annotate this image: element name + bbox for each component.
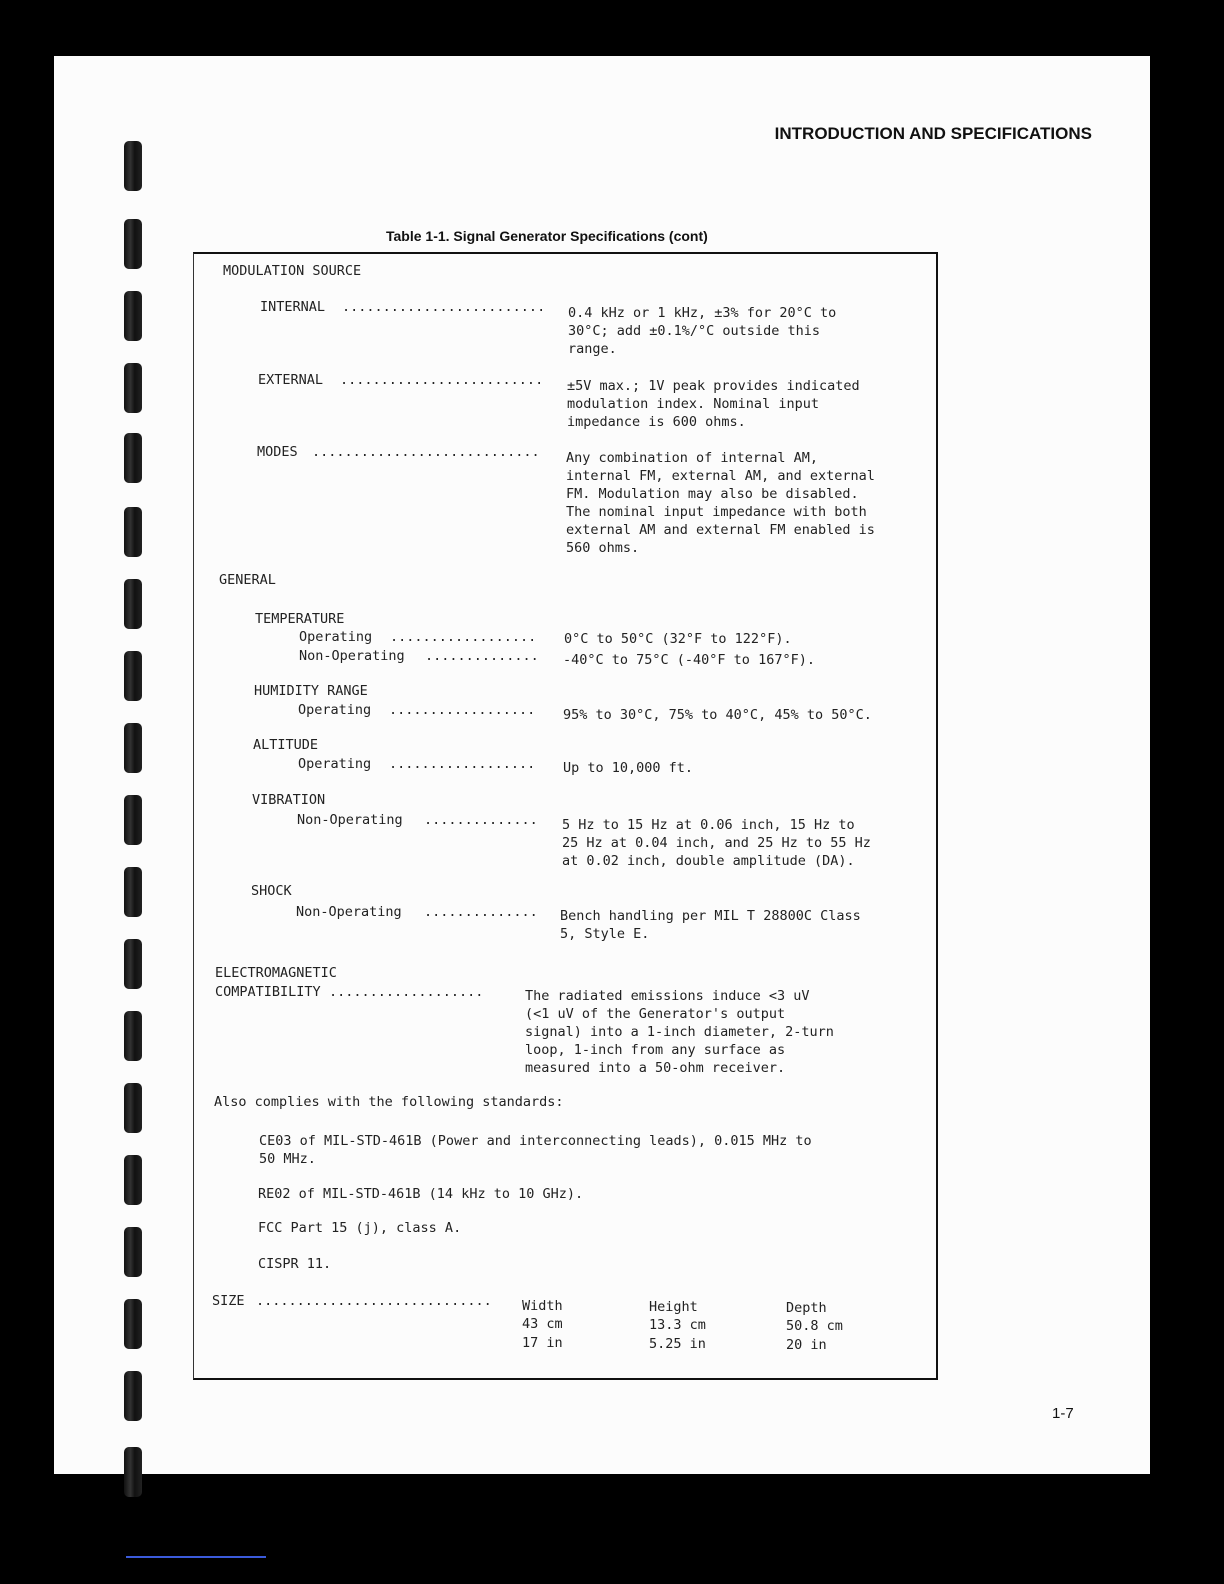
spec-sublabel-operating: Operating bbox=[299, 629, 373, 645]
section-title-emc-line2: COMPATIBILITY bbox=[215, 984, 321, 1000]
spec-value-temp-operating: 0°C to 50°C (32°F to 122°F). bbox=[564, 631, 792, 647]
spec-label-humidity: HUMIDITY RANGE bbox=[254, 683, 368, 699]
spec-value-internal: 0.4 kHz or 1 kHz, ±3% for 20°C to 30°C; add ±0.1%/°C outside this range. bbox=[568, 305, 837, 357]
dot-leader: ............................. bbox=[256, 1293, 492, 1309]
spec-sublabel-non-operating: Non-Operating bbox=[297, 812, 403, 828]
size-width-label: Width bbox=[522, 1298, 563, 1314]
spec-label-temperature: TEMPERATURE bbox=[255, 611, 345, 627]
spec-label-vibration: VIBRATION bbox=[252, 792, 326, 808]
size-depth-label: Depth bbox=[786, 1300, 827, 1316]
dot-leader: ................... bbox=[329, 984, 484, 1000]
page-number: 1-7 bbox=[1052, 1405, 1074, 1422]
dot-leader: ......................... bbox=[342, 299, 546, 315]
standard-item: CISPR 11. bbox=[258, 1256, 332, 1272]
standard-item: FCC Part 15 (j), class A. bbox=[258, 1220, 462, 1236]
dot-leader: .................. bbox=[389, 702, 536, 718]
page-header: INTRODUCTION AND SPECIFICATIONS bbox=[774, 124, 1092, 143]
spec-value-shock: Bench handling per MIL T 28800C Class 5, Style E. bbox=[560, 908, 861, 942]
spec-sublabel-non-operating: Non-Operating bbox=[296, 904, 402, 920]
spec-value-modes: Any combination of internal AM, internal FM, external AM, and external FM. Modulation may also be disabled. The nominal input impedance with both external AM and external FM enabled is 560 ohms. bbox=[566, 450, 875, 556]
dot-leader: .............. bbox=[424, 904, 538, 920]
standard-item: RE02 of MIL-STD-461B (14 kHz to 10 GHz). bbox=[258, 1186, 584, 1202]
spec-sublabel-operating: Operating bbox=[298, 756, 372, 772]
spec-value-humidity-operating: 95% to 30°C, 75% to 40°C, 45% to 50°C. bbox=[563, 707, 872, 723]
size-height-in: 5.25 in bbox=[649, 1336, 706, 1352]
scan-artifact-line bbox=[126, 1556, 266, 1558]
section-title-modulation-source: MODULATION SOURCE bbox=[223, 263, 362, 279]
size-width-in: 17 in bbox=[522, 1335, 563, 1351]
spec-value-emc: The radiated emissions induce <3 uV (<1 uV of the Generator's output signal) into a 1-inch diameter, 2-turn loop, 1-inch from any surface as measured into a 50-ohm receiver. bbox=[525, 988, 834, 1076]
spec-value-external: ±5V max.; 1V peak provides indicated modulation index. Nominal input impedance is 600 ohms. bbox=[567, 378, 860, 430]
spec-value-temp-non-operating: -40°C to 75°C (-40°F to 167°F). bbox=[563, 652, 815, 668]
dot-leader: ......................... bbox=[340, 372, 544, 388]
binder-rings bbox=[124, 141, 146, 1501]
dot-leader: ............................ bbox=[312, 444, 540, 460]
spec-sublabel-operating: Operating bbox=[298, 702, 372, 718]
dot-leader: .............. bbox=[424, 812, 538, 828]
size-height-cm: 13.3 cm bbox=[649, 1317, 706, 1333]
dot-leader: .................. bbox=[390, 629, 537, 645]
size-depth-cm: 50.8 cm bbox=[786, 1318, 843, 1334]
spec-sublabel-non-operating: Non-Operating bbox=[299, 648, 405, 664]
spec-label-altitude: ALTITUDE bbox=[253, 737, 319, 753]
standard-item: CE03 of MIL-STD-461B (Power and interconnecting leads), 0.015 MHz to 50 MHz. bbox=[259, 1133, 812, 1167]
size-height-label: Height bbox=[649, 1299, 698, 1315]
section-title-size: SIZE bbox=[212, 1293, 245, 1309]
standards-intro: Also complies with the following standards: bbox=[214, 1094, 564, 1110]
size-depth-in: 20 in bbox=[786, 1337, 827, 1353]
table-caption: Table 1-1. Signal Generator Specifications (cont) bbox=[386, 228, 708, 244]
section-title-emc: ELECTROMAGNETIC bbox=[215, 965, 337, 981]
dot-leader: .................. bbox=[389, 756, 536, 772]
spec-label-modes: MODES bbox=[257, 444, 298, 460]
size-width-cm: 43 cm bbox=[522, 1316, 563, 1332]
spec-label-internal: INTERNAL bbox=[260, 299, 326, 315]
dot-leader: .............. bbox=[425, 648, 539, 664]
spec-label-external: EXTERNAL bbox=[258, 372, 324, 388]
spec-label-shock: SHOCK bbox=[251, 883, 292, 899]
spec-value-altitude-operating: Up to 10,000 ft. bbox=[563, 760, 694, 776]
spec-value-vibration: 5 Hz to 15 Hz at 0.06 inch, 15 Hz to 25 Hz at 0.04 inch, and 25 Hz to 55 Hz at 0.02 inch, double amplitude (DA). bbox=[562, 817, 871, 869]
section-title-general: GENERAL bbox=[219, 572, 276, 588]
